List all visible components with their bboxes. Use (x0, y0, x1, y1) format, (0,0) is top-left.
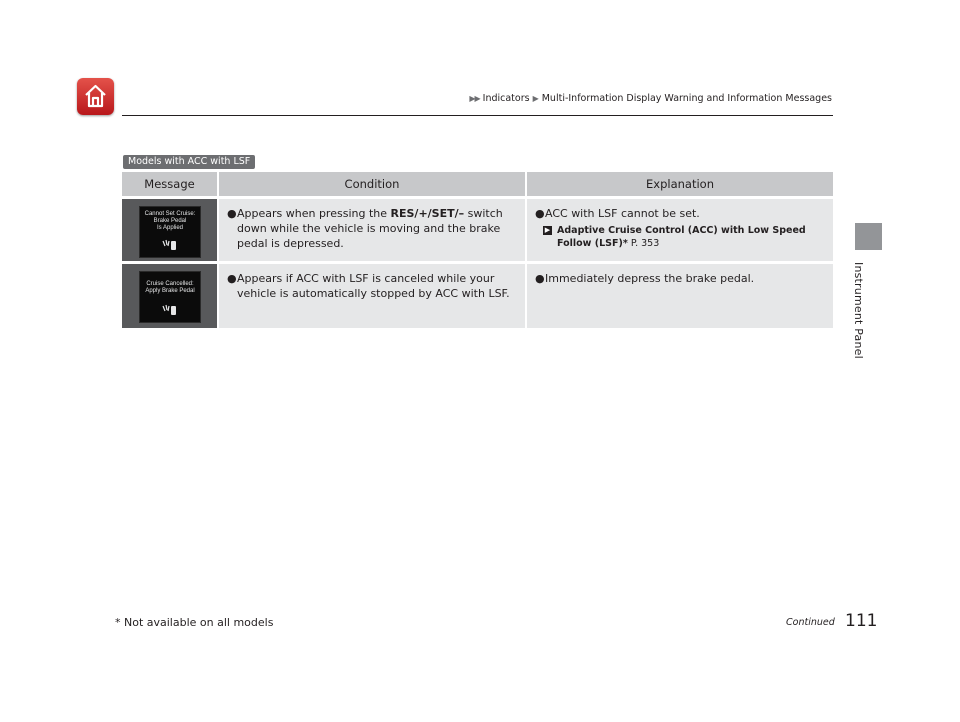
double-arrow-icon: ▶▶ (469, 94, 480, 103)
bullet-icon: ● (227, 272, 237, 285)
xref-page: P. 353 (630, 238, 660, 249)
condition-cell (219, 261, 527, 328)
bullet-icon: ● (535, 207, 545, 220)
condition-text-end: switch down while the vehicle is moving and the brake pedal is depressed. (237, 207, 503, 250)
continued-label: Continued (786, 617, 835, 628)
breadcrumb-item-messages[interactable]: Multi-Information Display Warning and Information Messages (541, 93, 832, 104)
message-cell (122, 196, 219, 261)
table-row (122, 196, 833, 261)
display-line: Cruise Cancelled: (146, 281, 194, 287)
xref-icon: ▶ (544, 226, 551, 234)
explanation-text: Immediately depress the brake pedal. (545, 272, 755, 285)
side-tab-label: Instrument Panel (852, 262, 865, 359)
display-screen (139, 206, 201, 258)
explanation-cell (527, 196, 833, 261)
arrow-icon: ▶ (532, 94, 539, 103)
explanation-cell (527, 261, 833, 328)
display-line: Brake Pedal (153, 218, 187, 224)
switch-name: RES/+/SET/– (390, 207, 465, 220)
xref-title: Adaptive Cruise Control (ACC) with Low Speed Follow (LSF) (557, 225, 806, 249)
condition-text: Appears if ACC with LSF is canceled while your vehicle is automatically stopped by ACC with LSF. (237, 272, 510, 300)
breadcrumb-item-indicators[interactable]: Indicators (482, 93, 530, 104)
cross-reference[interactable] (543, 224, 825, 250)
header-rule (122, 115, 833, 116)
display-screen (139, 271, 201, 323)
bullet-icon: ● (535, 272, 545, 285)
brake-pedal-icon (162, 239, 178, 251)
messages-table (122, 172, 833, 328)
header-condition: Condition (219, 172, 527, 196)
brake-pedal-icon (162, 304, 178, 316)
side-tab-marker (855, 223, 882, 250)
display-line: Is Applied (156, 225, 184, 231)
display-line: Apply Brake Pedal (145, 288, 195, 294)
table-row (122, 261, 833, 328)
home-button[interactable] (77, 78, 114, 115)
display-line: Cannot Set Cruise: (144, 211, 196, 217)
bullet-icon: ● (227, 207, 237, 220)
condition-cell (219, 196, 527, 261)
message-cell (122, 261, 219, 328)
model-tag: Models with ACC with LSF (123, 155, 255, 169)
xref-mark: * (622, 238, 628, 249)
explanation-text: ACC with LSF cannot be set. (545, 207, 700, 220)
page-number: 111 (845, 611, 878, 631)
header-message: Message (122, 172, 219, 196)
condition-text: Appears when pressing the (237, 207, 391, 220)
header-explanation: Explanation (527, 172, 833, 196)
home-icon (83, 83, 108, 109)
footnote: * Not available on all models (115, 616, 274, 629)
breadcrumb (469, 93, 832, 104)
table-header-row (122, 172, 833, 196)
